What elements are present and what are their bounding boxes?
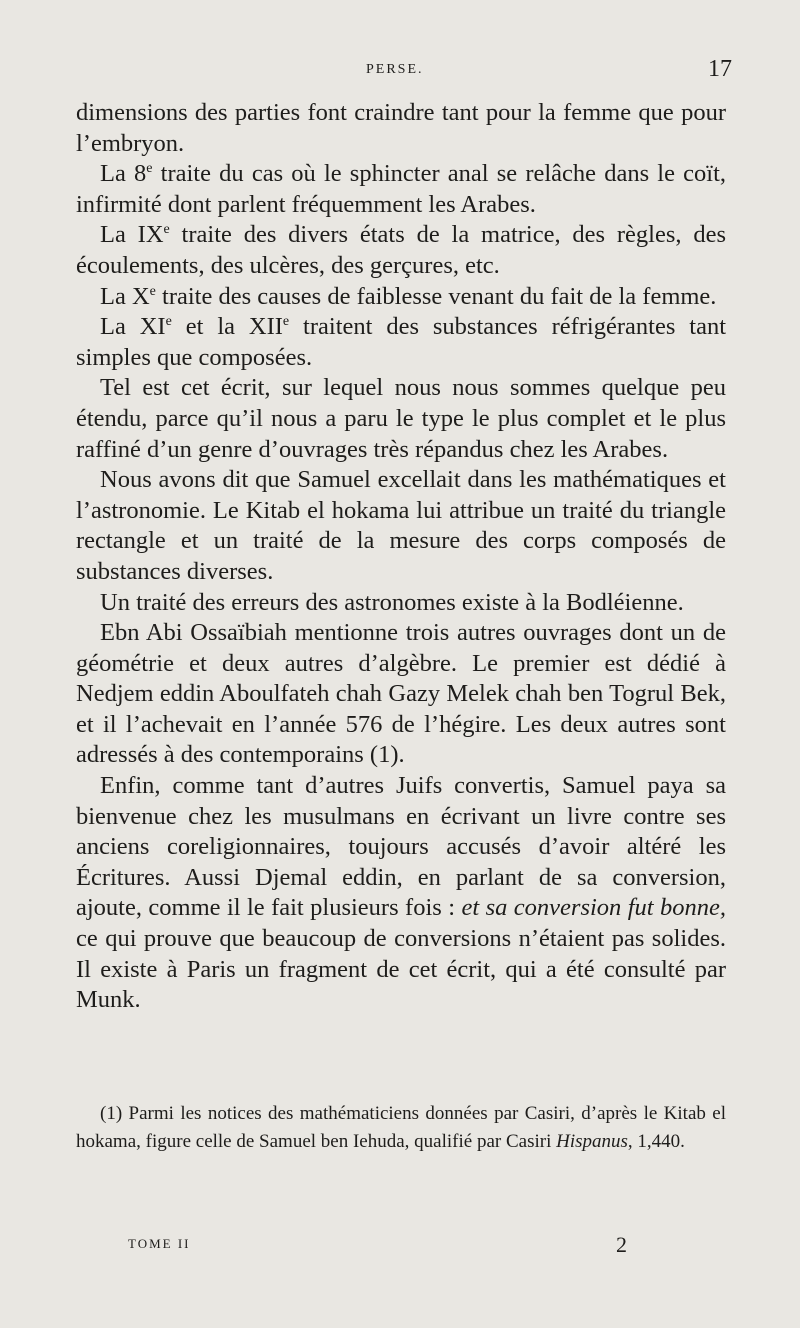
- paragraph: La XIe et la XIIe traitent des substances réfrigérantes tant simples que composées.: [76, 313, 726, 371]
- signature-mark: 2: [616, 1232, 627, 1257]
- page-header: [76, 56, 736, 88]
- paragraph: La IXe traite des divers états de la matrice, des règles, des écoulements, des ulcères, des gerçures, etc.: [76, 221, 726, 279]
- main-text: [76, 98, 726, 1016]
- paragraph: Tel est cet écrit, sur lequel nous nous sommes quelque peu étendu, parce qu’il nous a paru le type le plus complet et le plus raffiné d’un genre d’ouvrages très répandus chez les Arabes.: [76, 374, 726, 463]
- volume-label: TOME II: [128, 1236, 191, 1251]
- page-footer: [128, 1232, 628, 1262]
- italic-quote: et sa conversion fut bonne,: [461, 894, 726, 922]
- paragraph: La 8e traite du cas où le sphincter anal se relâche dans le coït, infirmité dont parlent fréquemment les Arabes.: [76, 160, 726, 218]
- paragraph: Un traité des erreurs des astronomes existe à la Bodléienne.: [100, 588, 684, 616]
- paragraph: Ebn Abi Ossaïbiah mentionne trois autres ouvrages dont un de géométrie et deux autres d’algèbre. Le premier est dédié à Nedjem eddin Aboulfateh chah Gazy Melek chah ben Togrul Bek, et il l’achevait en l’année 576 de l’hégire. Les deux autres sont adressés à des contemporains (1).: [76, 619, 726, 769]
- footnote-text: (1) Parmi les notices des mathématiciens données par Casiri, d’après le Kitab el hokama, figure celle de Samuel ben Iehuda, qualifié par Casiri Hispanus, 1,440.: [76, 1103, 726, 1152]
- page-number: 17: [708, 56, 732, 82]
- paragraph: dimensions des parties font craindre tant pour la femme que pour l’embryon.: [76, 99, 726, 157]
- footnote: [76, 1100, 726, 1156]
- footnote-italic: Hispanus: [556, 1131, 628, 1152]
- running-title: PERSE.: [366, 62, 424, 77]
- paragraph: La Xe traite des causes de faiblesse venant du fait de la femme.: [100, 282, 717, 310]
- paragraph: Nous avons dit que Samuel excellait dans les mathématiques et l’astronomie. Le Kitab el hokama lui attribue un traité du triangle rectangle et un traité de la mesure des corps composés de substances diverses.: [76, 466, 726, 585]
- paragraph: Enfin, comme tant d’autres Juifs convertis, Samuel paya sa bienvenue chez les musulmans en écrivant un livre contre ses anciens coreligionnaires, toujours accusés d’avoir altéré les Écritures. Aussi Djemal eddin, en parlant de sa conversion, ajoute, comme il le fait plusieurs fois : et sa conversion fut bonne, ce qui prouve que beaucoup de conversions n’étaient pas solides. Il existe à Paris un fragment de cet écrit, qui a été consulté par Munk.: [76, 772, 726, 1014]
